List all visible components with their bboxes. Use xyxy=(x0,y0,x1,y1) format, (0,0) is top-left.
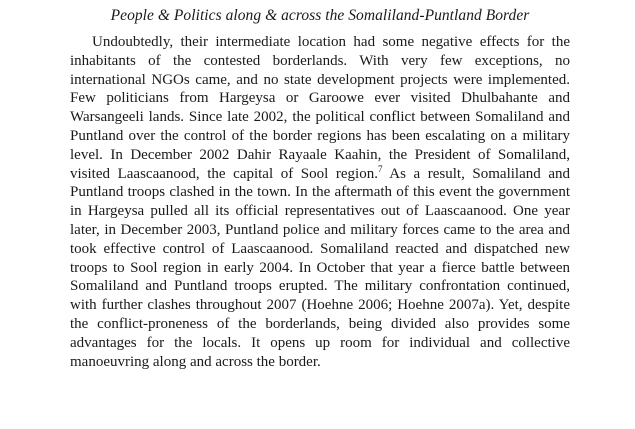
page xyxy=(70,6,570,371)
body-paragraph xyxy=(70,33,570,371)
running-head: People & Politics along & across the Somaliland-Puntland Border xyxy=(110,7,530,24)
paragraph-text-part-2: As a result, Somaliland and Puntland troops clashed in the town. In the aftermath of this event the government in Hargeysa pulled all its official representatives out of Laascaanood. One year later, in December 2003, Puntland police and military forces came to the area and took effective control of Laascaanood. Somaliland reacted and dispatched new troops to Sool region in early 2004. In October that year a fierce battle between Somaliland and Puntland troops erupted. The military confrontation continued, with further clashes throughout 2007 (Hoehne 2006; Hoehne 2007a). Yet, despite the conflict-proneness of the borderlands, being divided also provides some advantages for the locals. It opens up room for individual and collective manoeuvring along and across the border. xyxy=(70,165,570,370)
footnote-reference[interactable]: 7 xyxy=(377,163,383,174)
paragraph-text-part-1: Undoubtedly, their intermediate location had some negative effects for the inhabitants of the contested borderlands. With very few exceptions, no international NGOs came, and no state development projects were implemented. Few politicians from Hargeysa or Garoowe ever visited Dhulbahante and Warsangeeli lands. Since late 2002, the political conflict between Somaliland and Puntland over the control of the border regions has been escalating on a military level. In December 2002 Dahir Rayaale Kaahin, the President of Somaliland, visited Laascaanood, the capital of Sool region. xyxy=(70,34,570,182)
